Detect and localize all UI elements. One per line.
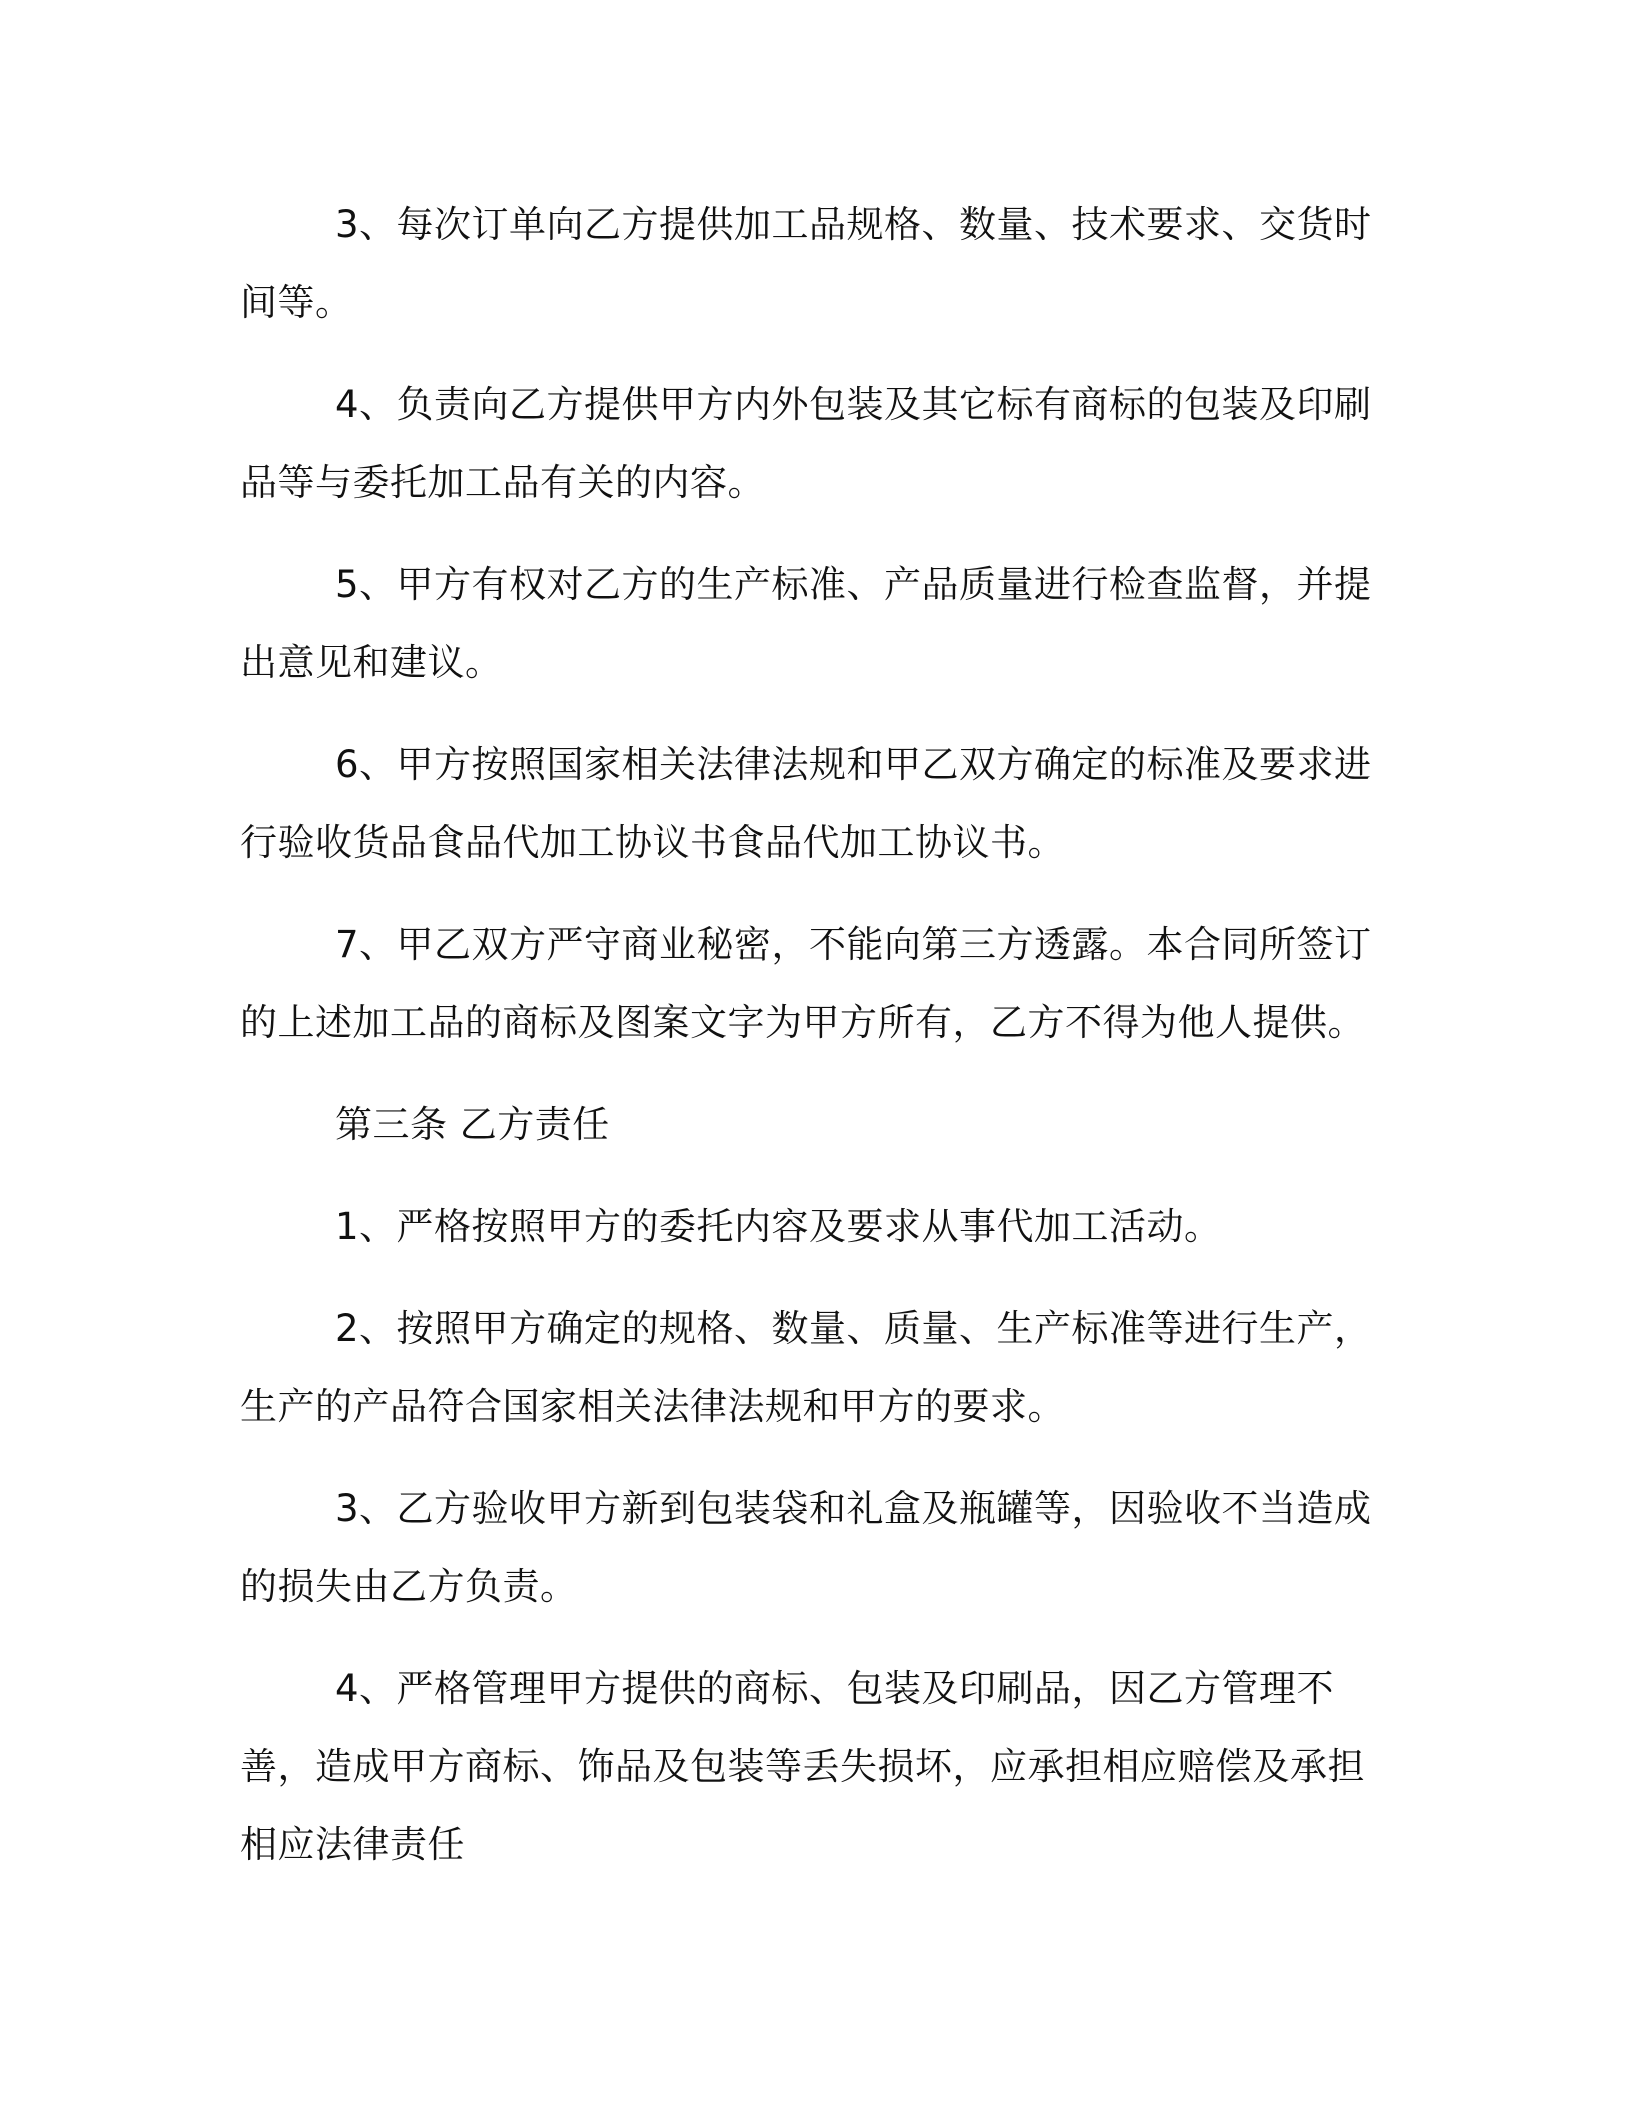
clause-3-item-1: 1、严格按照甲方的委托内容及要求从事代加工活动。 (335, 1205, 1222, 1248)
clause-2-item-7: 7、甲乙双方严守商业秘密，不能向第三方透露。本合同所签订的上述加工品的商标及图案文字为甲方所有，乙方不得为他人提供。 (240, 923, 1372, 1044)
document-body (240, 186, 1400, 1908)
clause-3-item-2: 2、按照甲方确定的规格、数量、质量、生产标准等进行生产，生产的产品符合国家相关法律法规和甲方的要求。 (240, 1307, 1372, 1428)
clause-3-item-3: 3、乙方验收甲方新到包装袋和礼盒及瓶罐等，因验收不当造成的损失由乙方负责。 (240, 1487, 1372, 1608)
section-heading-clause-3: 第三条 乙方责任 (335, 1103, 610, 1146)
clause-3-item-4: 4、严格管理甲方提供的商标、包装及印刷品，因乙方管理不善，造成甲方商标、饰品及包装等丢失损坏，应承担相应赔偿及承担相应法律责任 (240, 1667, 1365, 1866)
clause-2-item-4: 4、负责向乙方提供甲方内外包装及其它标有商标的包装及印刷品等与委托加工品有关的内容。 (240, 383, 1372, 504)
clause-2-item-6: 6、甲方按照国家相关法律法规和甲乙双方确定的标准及要求进行验收货品食品代加工协议书食品代加工协议书。 (240, 743, 1372, 864)
clause-2-item-3: 3、每次订单向乙方提供加工品规格、数量、技术要求、交货时间等。 (240, 203, 1372, 324)
clause-2-item-5: 5、甲方有权对乙方的生产标准、产品质量进行检查监督，并提出意见和建议。 (240, 563, 1372, 684)
